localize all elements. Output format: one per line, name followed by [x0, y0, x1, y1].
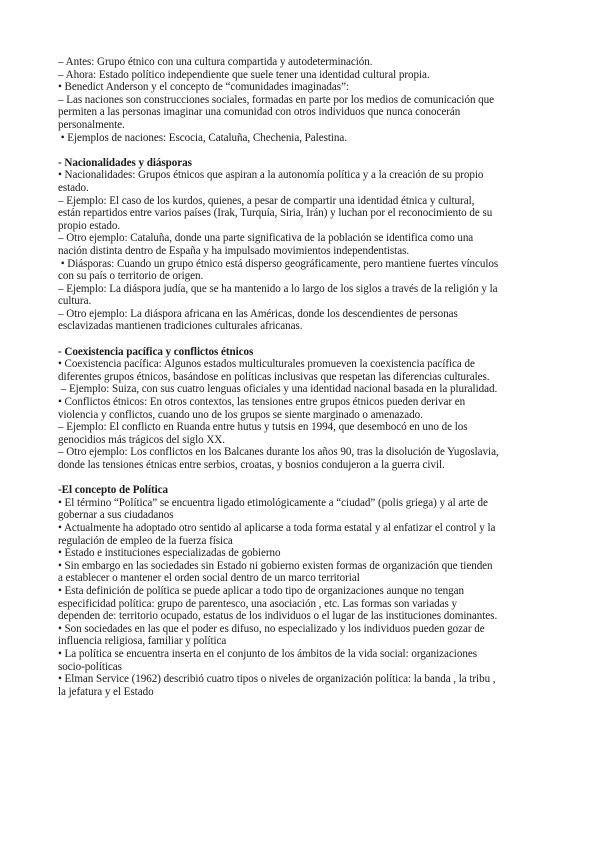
- text-line: especificidad política: grupo de parentesco, una asociación , etc. Las formas son variadas y: [58, 597, 457, 610]
- text-line: a establecer o mantener el orden social dentro de un marco territorial: [58, 572, 360, 585]
- text-line: regulación de empleo de la fuerza física: [58, 534, 233, 547]
- section-coexistencia-conflictos: [58, 346, 544, 472]
- section-concepto-politica: [58, 484, 544, 698]
- text-line: socio-políticas: [58, 660, 122, 673]
- text-line: dependen de: territorio ocupado, estatus de los individuos o el lugar de las instituciones dominantes.: [58, 610, 498, 623]
- document-page: [58, 56, 544, 698]
- section-heading: - Nacionalidades y diásporas: [58, 156, 192, 169]
- text-line: violencia y conflictos, cuando uno de los grupos se siente marginado o amenazado.: [58, 408, 423, 421]
- text-line: gobernar a sus ciudadanos: [58, 509, 174, 522]
- text-line: donde las tensiones étnicas entre serbios, croatas, y bosnios condujeron a la guerra civil.: [58, 459, 445, 471]
- text-line: personalmente.: [58, 118, 125, 131]
- section-heading: - Coexistencia pacífica y conflictos étnicos: [58, 345, 254, 358]
- text-line: cultura.: [58, 295, 92, 308]
- text-line: – Otro ejemplo: La diáspora africana en las Américas, donde los descendientes de personas: [58, 307, 458, 320]
- text-line: diferentes grupos étnicos, basándose en políticas inclusivas que respetan las diferencias culturales.: [58, 370, 490, 383]
- text-line: • Elman Service (1962) describió cuatro tipos o niveles de organización política: la banda , la tribu ,: [58, 673, 496, 686]
- paragraph-gap: [58, 333, 544, 346]
- text-line: • Son sociedades en las que el poder es difuso, no especializado y los individuos pueden gozar de: [58, 622, 485, 635]
- text-line: con su país o territorio de origen.: [58, 270, 204, 283]
- section-heading: -El concepto de Política: [58, 484, 169, 497]
- text-line: • La política se encuentra inserta en el conjunto de los ámbitos de la vida social: organizaciones: [58, 647, 477, 660]
- section-nacionalidades-diasporas: [58, 157, 544, 333]
- section-naciones: [58, 56, 544, 144]
- text-line: propio estado.: [58, 219, 121, 232]
- text-line: • Actualmente ha adoptado otro sentido al aplicarse a toda forma estatal y al enfatizar el control y la: [58, 521, 496, 534]
- text-line: esclavizadas mantienen tradiciones culturales africanas.: [58, 320, 303, 333]
- text-line: • Nacionalidades: Grupos étnicos que aspiran a la autonomía política y a la creación de su propio: [58, 169, 484, 182]
- text-line: – Las naciones son construcciones sociales, formadas en parte por los medios de comunicación que: [58, 93, 495, 106]
- text-line: – Antes: Grupo étnico con una cultura compartida y autodeterminación.: [58, 56, 373, 68]
- text-line: • El término “Política” se encuentra ligado etimológicamente a “ciudad” (polis griega) y al arte de: [58, 496, 488, 509]
- text-line: – Otro ejemplo: Cataluña, donde una parte significativa de la población se identifica como una: [58, 232, 474, 245]
- text-line: – Ejemplo: El caso de los kurdos, quienes, a pesar de compartir una identidad étnica y cultural,: [58, 194, 475, 207]
- text-line: • Diásporas: Cuando un grupo étnico está disperso geográficamente, pero mantiene fuertes vínculos: [58, 257, 499, 270]
- text-line: • Benedict Anderson y el concepto de “comunidades imaginadas”:: [58, 81, 349, 94]
- text-line: la jefatura y el Estado: [58, 685, 154, 698]
- text-line: • Estado e instituciones especializadas de gobierno: [58, 547, 281, 560]
- text-line: estado.: [58, 181, 89, 194]
- text-line: genocidios más trágicos del siglo XX.: [58, 433, 225, 446]
- paragraph-gap: [58, 144, 544, 157]
- text-line: influencia religiosa, familiar y política: [58, 635, 227, 648]
- text-line: nación distinta dentro de España y ha impulsado movimientos independentistas.: [58, 244, 410, 257]
- text-line: • Sin embargo en las sociedades sin Estado ni gobierno existen formas de organización que tienden: [58, 559, 493, 572]
- paragraph-gap: [58, 472, 544, 485]
- text-line: • Coexistencia pacífica: Algunos estados multiculturales promueven la coexistencia pacífica de: [58, 358, 475, 371]
- text-line: • Ejemplos de naciones: Escocia, Cataluña, Chechenia, Palestina.: [58, 131, 347, 144]
- text-line: • Conflictos étnicos: En otros contextos, las tensiones entre grupos étnicos pueden derivar en: [58, 396, 466, 409]
- text-line: • Esta definición de política se puede aplicar a todo tipo de organizaciones aunque no tengan: [58, 584, 464, 597]
- text-line: – Ejemplo: El conflicto en Ruanda entre hutus y tutsis en 1994, que desembocó en uno de los: [58, 421, 468, 434]
- text-line: permiten a las personas imaginar una comunidad con otros individuos que nunca conocerán: [58, 106, 461, 119]
- text-line: – Ejemplo: La diáspora judía, que se ha mantenido a lo largo de los siglos a través de la religión y la: [58, 282, 498, 295]
- text-line: están repartidos entre varios países (Irak, Turquía, Siria, Irán) y luchan por el reconocimiento de su: [58, 207, 493, 220]
- text-line: – Otro ejemplo: Los conflictos en los Balcanes durante los años 90, tras la disolución de Yugoslavia,: [58, 446, 499, 459]
- text-line: – Ejemplo: Suiza, con sus cuatro lenguas oficiales y una identidad nacional basada en la pluralidad.: [58, 383, 498, 396]
- text-line: – Ahora: Estado político independiente que suele tener una identidad cultural propia.: [58, 68, 430, 81]
